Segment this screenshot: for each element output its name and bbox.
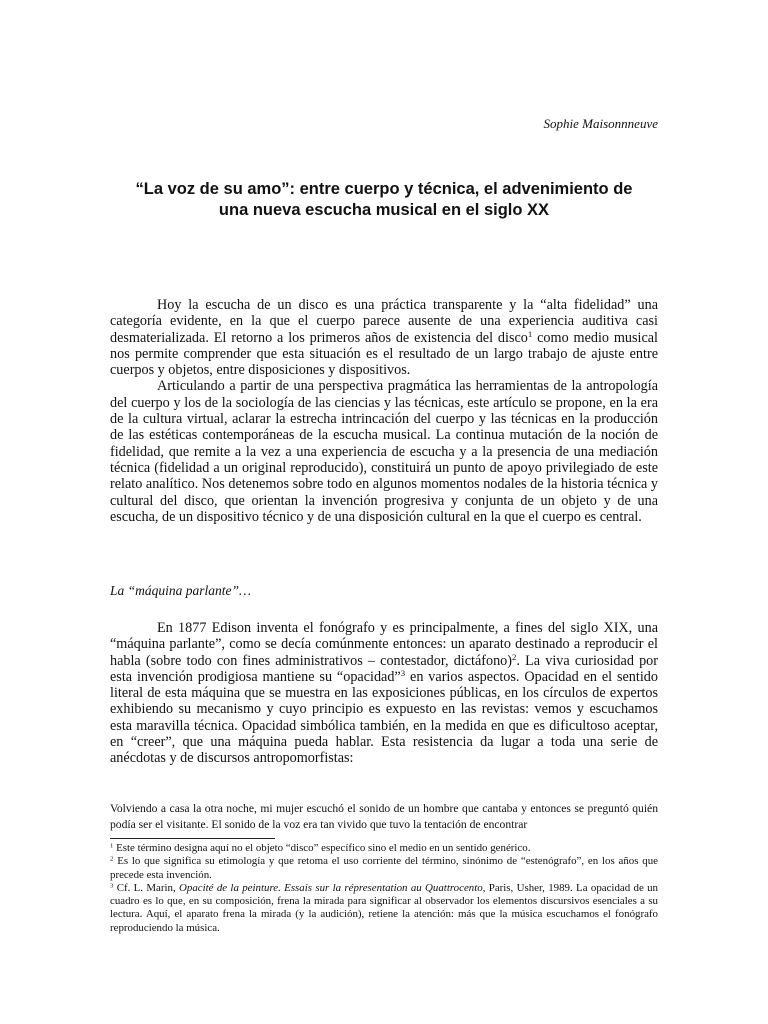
- footnote-2: [110, 855, 658, 882]
- abstract-text: Hoy la escucha de un disco es una práctica transparente y la “alta fidelidad” una categoría evidente, en la que el cuerpo parece ausente de una experiencia auditiva casi desmaterializada. El retorno a los primeros años de existencia del disco: [110, 297, 658, 346]
- footnote-text: Este término designa aquí no el objeto “disco” específico sino el medio en un sentido genérico.: [113, 842, 531, 854]
- article-title: [110, 179, 658, 221]
- footnote-mark: 1: [110, 842, 114, 850]
- footnote-divider: [110, 838, 275, 839]
- abstract-text: como medio musical nos permite comprender que esta situación es el resultado de un largo trabajo de ajuste entre cuerpos y objetos, entre disposiciones y dispositivos.: [110, 329, 658, 379]
- author-name: Sophie Maisonnneuve: [543, 116, 658, 131]
- footnote-mark: 2: [110, 855, 114, 863]
- paragraph-text: en varios aspectos. Opacidad en el sentido literal de esta máquina que se muestra en las exposiciones públicas, en los círculos de expertos exhibiendo su mecanismo y cuyo principio es expuesto en las revistas: vemos y escuchamos esta maravilla técnica. Opacidad simbólica también, en la medida en que es dificultoso aceptar, en “creer”, que una máquina pueda hablar. Esta resistencia da lugar a toda una serie de anécdotas y de discursos antropomorfistas:: [110, 668, 658, 767]
- footnote-mark: 3: [110, 882, 114, 890]
- abstract-paragraph-1: [110, 297, 658, 378]
- title-line-1: “La voz de su amo”: entre cuerpo y técnica, el advenimiento de: [135, 180, 633, 198]
- footnote-1: [110, 842, 658, 855]
- footnote-ref-3: 3: [400, 668, 406, 679]
- footnote-ref-2: 2: [512, 651, 517, 662]
- block-quote: Volviendo a casa la otra noche, mi mujer escuchó el sonido de un hombre que cantaba y entonces se preguntó quién podía ser el visitante. El sonido de la voz era tan vivido que tuvo la tentación de encontrar: [110, 802, 658, 831]
- footnote-ref-1: 1: [527, 328, 533, 339]
- abstract: [110, 297, 658, 525]
- section-body: [110, 620, 658, 767]
- cited-work-title: Opacité de la peinture. Essais sur la répresentation au Quattrocento: [179, 881, 483, 894]
- paragraph-text: En 1877 Edison inventa el fonógrafo y es principalmente, a fines del siglo XIX, una “máquina parlante”, como se decía comúnmente entonces: un aparato destinado a reproducir el habla (sobre todo con fines administrativos – contestador, dictáfono): [110, 620, 658, 669]
- abstract-paragraph-2: Articulando a partir de una perspectiva pragmática las herramientas de la antropología del cuerpo y los de la sociología de las ciencias y las técnicas, este artículo se propone, en la era de la cultura virtual, aclarar la estrecha intrincación del cuerpo y las técnicas en la producción de las estéticas contemporáneas de la escucha musical. La continua mutación de la noción de fidelidad, que remite a la vez a una experiencia de escucha y a la presencia de una mediación técnica (fidelidad a un original reproducido), constituirá un punto de apoyo privilegiado de este relato analítico. Nos detenemos sobre todo en algunos momentos nodales de la historia técnica y cultural del disco, que orientan la invención progresiva y conjunta de un objeto y de una escucha, de un dispositivo técnico y de una disposición cultural en la que el cuerpo es central.: [110, 378, 658, 525]
- title-line-2: una nueva escucha musical en el siglo XX: [218, 201, 550, 219]
- footnote-text: , Paris, Usher, 1989. La opacidad de un cuadro es lo que, en su composición, frena la mirada para significar al observador los elementos discursivos esenciales a su lectura. Aquí, el aparato frena la mirada (y la audición), retiene la atención: más que la música escuchamos el fonógrafo reproduciendo la música.: [110, 881, 659, 934]
- footnotes: [110, 842, 658, 935]
- footnote-3: [110, 882, 658, 935]
- paragraph-text: . La viva curiosidad por esta invención prodigiosa mantiene su “opacidad”: [110, 652, 658, 685]
- footnote-text: Cf. L. Marin,: [113, 881, 180, 894]
- footnote-text: Es lo que significa su etimología y que retoma el uso corriente del término, sinónimo de “estenógrafo”, en los años que precede esta invención.: [110, 855, 658, 881]
- section-heading: La “máquina parlante”…: [110, 583, 252, 598]
- section-paragraph-1: [110, 620, 658, 767]
